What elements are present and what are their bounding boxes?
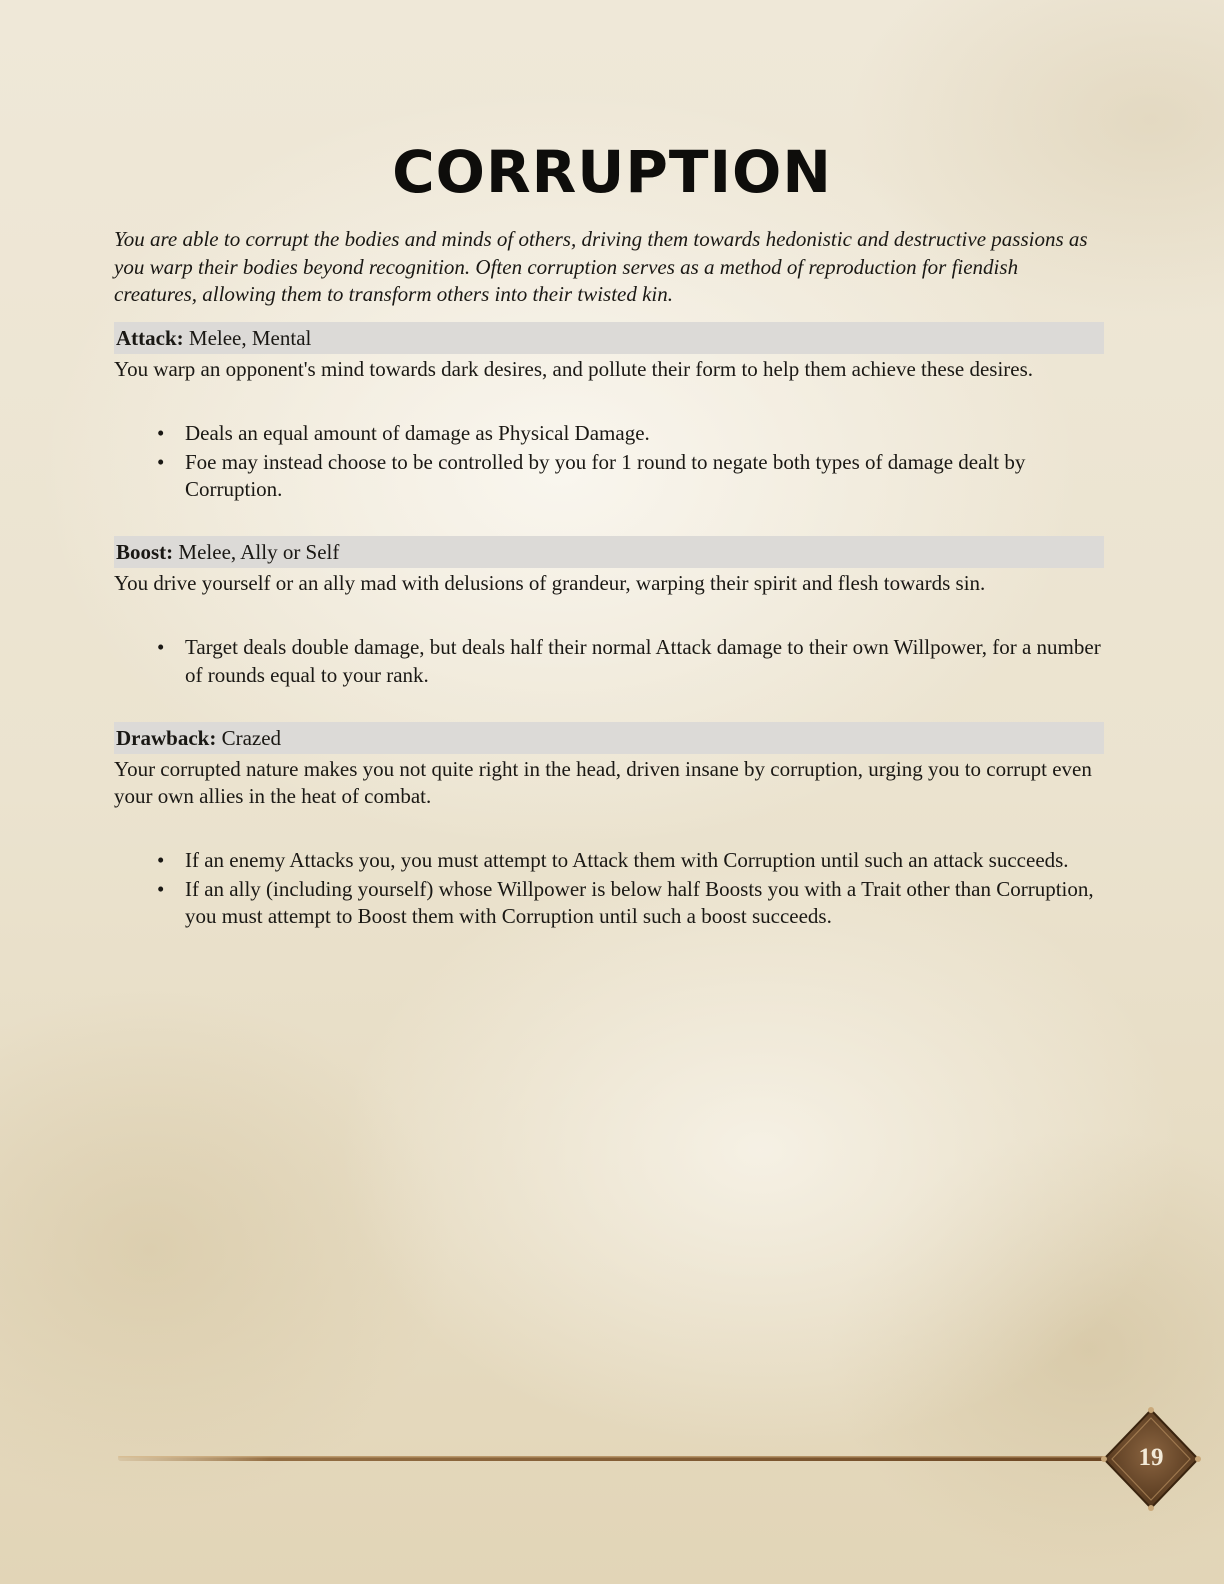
bullet-icon: • (157, 449, 165, 474)
bullet-icon: • (157, 876, 165, 901)
boost-header (114, 536, 1104, 568)
bullet-text: Foe may instead choose to be controlled by you for 1 round to negate both types of damage dealt by Corruption. (185, 449, 1026, 501)
list-item (114, 847, 1104, 875)
drawback-section (114, 722, 1104, 931)
drawback-label: Drawback: (116, 725, 217, 750)
page-number: 19 (1138, 1444, 1164, 1471)
page-content (114, 226, 1104, 932)
footer-divider (118, 1452, 1128, 1466)
drawback-header (114, 722, 1104, 754)
boost-section (114, 536, 1104, 689)
list-item (114, 449, 1104, 504)
drawback-bullet-list (114, 847, 1104, 931)
attack-label: Attack: (116, 325, 184, 350)
list-item (114, 876, 1104, 931)
list-item (114, 420, 1104, 448)
boost-bullet-list (114, 634, 1104, 689)
bullet-icon: • (157, 847, 165, 872)
bullet-text: If an enemy Attacks you, you must attempt to Attack them with Corruption until such an attack succeeds. (185, 847, 1069, 872)
page-title: CORRUPTION (392, 138, 832, 206)
attack-header (114, 322, 1104, 354)
attack-bullet-list (114, 420, 1104, 504)
drawback-value: Crazed (221, 725, 282, 750)
bullet-text: If an ally (including yourself) whose Willpower is below half Boosts you with a Trait other than Corruption, you must attempt to Boost them with Corruption until such a boost succeeds. (185, 876, 1094, 928)
boost-description: You drive yourself or an ally mad with delusions of grandeur, warping their spirit and flesh towards sin. (114, 571, 986, 595)
intro-paragraph: You are able to corrupt the bodies and minds of others, driving them towards hedonistic and destructive passions as you warp their bodies beyond recognition. Often corruption serves as a method of reproduction for fiendish creatures, allowing them to transform others into their twisted kin. (114, 227, 1088, 306)
attack-section (114, 322, 1104, 504)
bullet-text: Target deals double damage, but deals half their normal Attack damage to their own Willpower, for a number of rounds equal to your rank. (185, 635, 1101, 687)
boost-value: Melee, Ally or Self (178, 540, 340, 564)
bullet-icon: • (157, 635, 165, 659)
drawback-description: Your corrupted nature makes you not quite right in the head, driven insane by corruption, urging you to corrupt even your own allies in the heat of combat. (114, 756, 1092, 808)
boost-label: Boost: (116, 540, 174, 564)
bullet-text: Deals an equal amount of damage as Physical Damage. (185, 420, 650, 445)
bullet-icon: • (157, 420, 165, 445)
attack-description: You warp an opponent's mind towards dark desires, and pollute their form to help them achieve these desires. (114, 356, 1034, 381)
list-item (114, 634, 1104, 689)
attack-value: Melee, Mental (188, 325, 312, 350)
